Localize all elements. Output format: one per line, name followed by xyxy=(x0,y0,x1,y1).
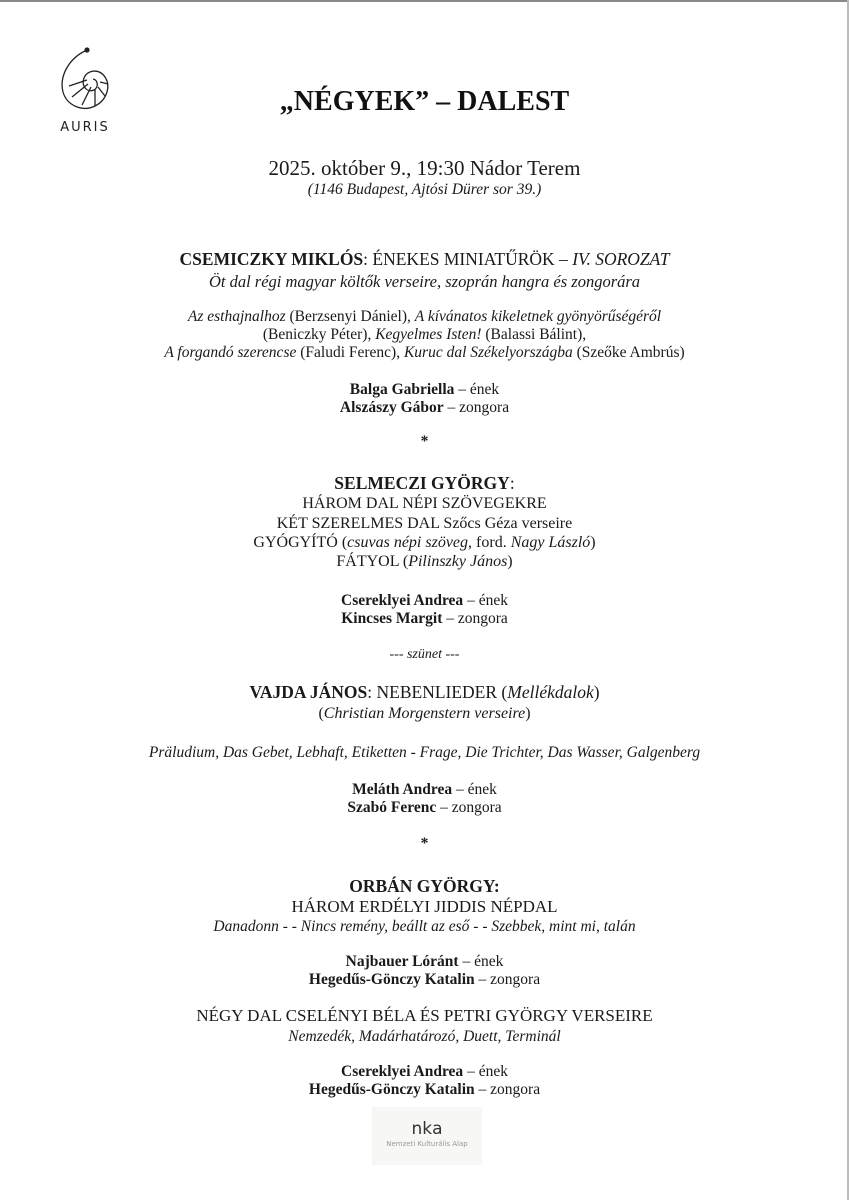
song-title: A kívánatos kikeletnek gyönyörűségéről xyxy=(414,308,662,325)
section-2-heading xyxy=(0,473,849,494)
song-list: Nemzedék, Madárhatározó, Duett, Terminál xyxy=(288,1028,561,1045)
nka-name: Nemzeti Kulturális Alap xyxy=(386,1140,468,1148)
song-poet: (Berzsenyi Dániel), xyxy=(285,308,415,325)
page-border-top xyxy=(0,0,849,2)
paren: ) xyxy=(507,553,513,570)
poet: Pilinszky János xyxy=(408,553,508,570)
performer-role: – ének xyxy=(452,781,497,798)
text-source: csuvas népi szöveg xyxy=(347,534,469,551)
work-name: FÁTYOL ( xyxy=(336,553,409,570)
song-poet: (Faludi Ferenc), xyxy=(296,344,404,361)
performer-pianist xyxy=(0,970,849,989)
translator: Nagy László xyxy=(510,534,591,551)
performer-pianist xyxy=(0,398,849,417)
performer-pianist xyxy=(0,1080,849,1099)
page-title: „NÉGYEK” – DALEST xyxy=(279,86,570,117)
paren: ) xyxy=(593,682,600,702)
song-list-line-2 xyxy=(0,325,849,344)
work-title: HÁROM DAL NÉPI SZÖVEGEKRE xyxy=(302,495,547,512)
song-title: Kuruc dal Székelyországba xyxy=(403,344,573,361)
section-4-heading: ORBÁN GYÖRGY: xyxy=(349,876,500,896)
song-poet: (Beniczky Péter), xyxy=(262,326,376,343)
performer-name: Csereklyei Andrea xyxy=(341,592,464,609)
work-series: IV. SOROZAT xyxy=(572,249,670,269)
performer-role: – zongora xyxy=(474,1081,541,1098)
song-title: Kegyelmes Isten! xyxy=(375,326,482,343)
composer-name: VAJDA JÁNOS xyxy=(249,682,368,702)
separator-asterisk: * xyxy=(420,433,429,450)
performer-pianist xyxy=(0,798,849,817)
song-title: A forgandó szerencse xyxy=(164,344,297,361)
performer-singer xyxy=(0,591,849,610)
song-poet: (Szeőke Ambrús) xyxy=(572,344,685,361)
translation-label: , ford. xyxy=(468,534,511,551)
paren: ) xyxy=(525,705,531,722)
performer-role: – ének xyxy=(463,592,508,609)
heading-colon: : xyxy=(509,473,515,493)
performer-role: – zongora xyxy=(436,799,502,816)
section-1-heading xyxy=(0,249,849,270)
performer-singer xyxy=(0,952,849,971)
work-title: : ÉNEKES MINIATŰRÖK – xyxy=(363,249,573,269)
song-list: Danadonn - - Nincs remény, beállt az eső - - Szebbek, mint mi, talán xyxy=(213,918,636,935)
section-3-heading xyxy=(0,682,849,703)
composer-name: CSEMICZKY MIKLÓS xyxy=(179,249,364,269)
event-address: (1146 Budapest, Ajtósi Dürer sor 39.) xyxy=(307,181,542,198)
performer-role: – ének xyxy=(458,953,504,970)
nka-mark: nkа xyxy=(411,1119,443,1139)
performer-role: – zongora xyxy=(442,610,508,627)
performer-role: – zongora xyxy=(474,971,541,988)
song-list-line-1 xyxy=(0,307,849,326)
work-title xyxy=(0,533,849,552)
performer-name: Kincses Margit xyxy=(341,610,443,627)
work-title: : NEBENLIEDER ( xyxy=(367,682,508,702)
work-title: HÁROM ERDÉLYI JIDDIS NÉPDAL xyxy=(291,897,558,916)
performer-role: – ének xyxy=(463,1063,508,1080)
performer-role: – zongora xyxy=(443,399,510,416)
work-name: GYÓGYÍTÓ ( xyxy=(253,534,348,551)
performer-name: Hegedűs-Gönczy Katalin xyxy=(308,1081,475,1098)
performer-name: Meláth Andrea xyxy=(352,781,453,798)
paren: ) xyxy=(590,534,596,551)
performer-name: Szabó Ferenc xyxy=(347,799,437,816)
song-list-line-3 xyxy=(0,343,849,362)
separator-asterisk: * xyxy=(420,835,429,852)
performer-singer xyxy=(0,380,849,399)
work-title: NÉGY DAL CSELÉNYI BÉLA ÉS PETRI GYÖRGY VERSEIRE xyxy=(196,1006,653,1025)
performer-name: Hegedűs-Gönczy Katalin xyxy=(308,971,475,988)
performer-name: Balga Gabriella xyxy=(349,381,455,398)
performer-name: Alszászy Gábor xyxy=(339,399,444,416)
song-title: Az esthajnalhoz xyxy=(187,308,286,325)
poet: Christian Morgenstern verseire xyxy=(323,705,526,722)
performer-singer xyxy=(0,780,849,799)
performer-name: Csereklyei Andrea xyxy=(341,1063,464,1080)
intermission: --- szünet --- xyxy=(389,647,460,662)
event-date-venue: 2025. október 9., 19:30 Nádor Terem xyxy=(268,156,581,180)
song-list: Präludium, Das Gebet, Lebhaft, Etiketten - Frage, Die Trichter, Das Wasser, Galgenberg xyxy=(148,744,701,761)
performer-pianist xyxy=(0,609,849,628)
performer-singer xyxy=(0,1062,849,1081)
work-subtitle: Mellékdalok xyxy=(507,682,594,702)
performer-name: Najbauer Lóránt xyxy=(345,953,459,970)
work-title xyxy=(0,552,849,571)
section-1-subtitle: Öt dal régi magyar költők verseire, szoprán hangra és zongorára xyxy=(208,272,641,291)
paren: ( xyxy=(318,705,324,722)
song-poet: (Balassi Bálint), xyxy=(481,326,587,343)
section-3-subtitle xyxy=(0,704,849,723)
logo-text: AURIS xyxy=(60,120,110,135)
work-title: KÉT SZERELMES DAL Szőcs Géza verseire xyxy=(276,515,573,532)
performer-role: – ének xyxy=(454,381,500,398)
nka-sponsor-logo xyxy=(372,1107,482,1165)
composer-name: SELMECZI GYÖRGY xyxy=(334,473,510,493)
